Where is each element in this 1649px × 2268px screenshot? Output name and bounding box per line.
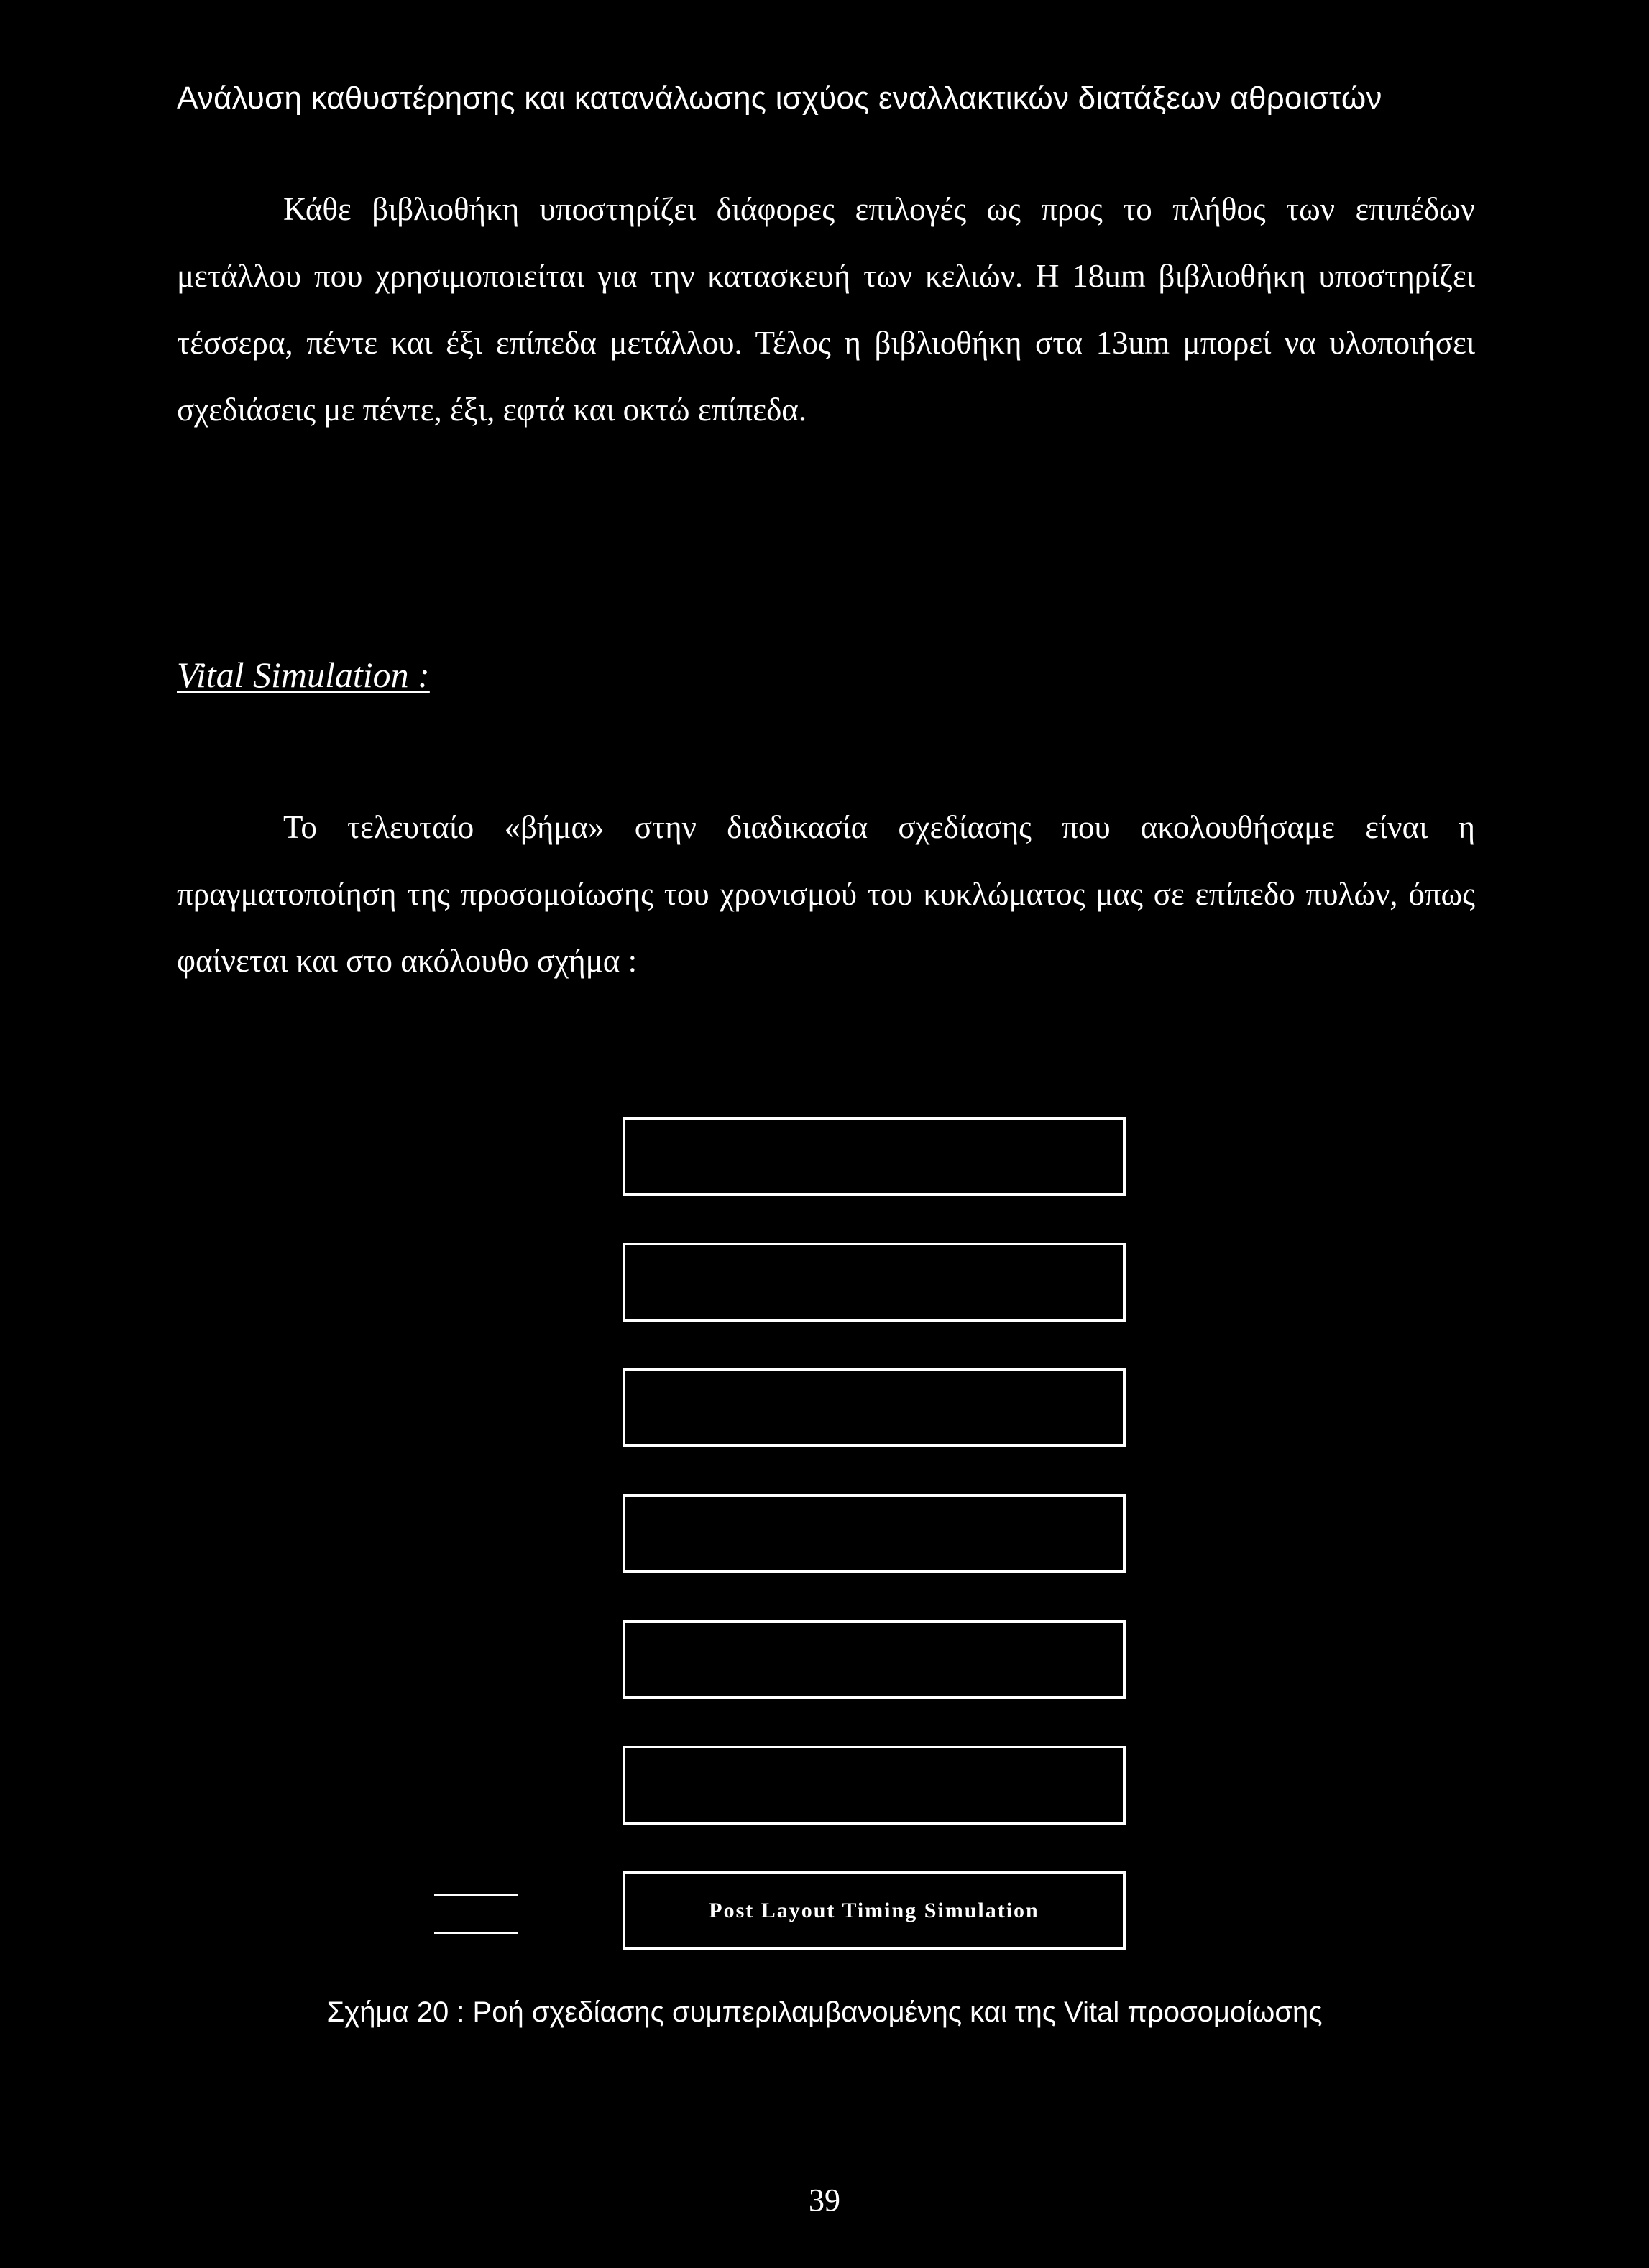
flow-box-4	[623, 1494, 1126, 1573]
paragraph-simulation-step	[177, 794, 1475, 995]
flow-box-5	[623, 1620, 1126, 1699]
figure-caption: Σχήμα 20 : Ροή σχεδίασης συμπεριλαμβανομένης και της Vital προσομοίωσης	[326, 1996, 1323, 2028]
flow-box-6	[623, 1746, 1126, 1825]
paragraph-2-text: Το τελευταίο «βήμα» στην διαδικασία σχεδίασης που ακολουθήσαμε είναι η πραγματοποίηση της προσομοίωσης του χρονισμού του κυκλώματος μας σε επίπεδο πυλών, όπως φαίνεται και στο ακόλουθο σχήμα :	[177, 809, 1475, 979]
flow-box-post-layout-timing-simulation: Post Layout Timing Simulation	[623, 1871, 1126, 1950]
running-header: Ανάλυση καθυστέρησης και κατανάλωσης ισχύος εναλλακτικών διατάξεων αθροιστών	[177, 80, 1382, 116]
flow-box-2	[623, 1243, 1126, 1322]
paragraph-metal-layers	[177, 176, 1475, 443]
section-heading-vital-simulation: Vital Simulation :	[177, 655, 430, 695]
page-number: 39	[809, 2182, 840, 2218]
flow-box-1	[623, 1117, 1126, 1196]
paragraph-1-text: Κάθε βιβλιοθήκη υποστηρίζει διάφορες επιλογές ως προς το πλήθος των επιπέδων μετάλλου που χρησιμοποιείται για την κατασκευή των κελιών. Η 18um βιβλιοθήκη υποστηρίζει τέσσερα, πέντε και έξι επίπεδα μετάλλου. Τέλος η βιβλιοθήκη στα 13um μπορεί να υλοποιήσει σχεδιάσεις με πέντε, έξι, εφτά και οκτώ επίπεδα.	[177, 191, 1475, 428]
flow-box-3	[623, 1368, 1126, 1447]
connector-line-lower	[434, 1932, 518, 1934]
connector-line-upper	[434, 1894, 518, 1896]
